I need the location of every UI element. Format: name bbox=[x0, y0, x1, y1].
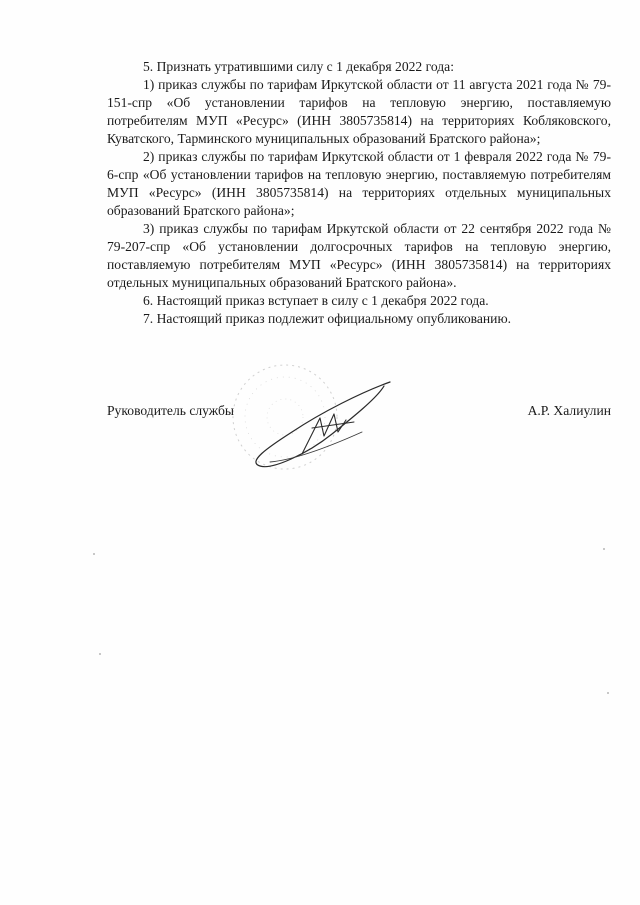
handwritten-signature bbox=[212, 362, 402, 482]
paragraph-subitem-3: 3) приказ службы по тарифам Иркутской области от 22 сентября 2022 года № 79-207-спр «Об установлении долгосрочных тарифов на тепловую энергию, поставляемую потребителям МУП «Ресурс» (ИНН 3805735814) на территориях отдельных муниципальных образований Братского района». bbox=[107, 221, 611, 290]
signatory-name: А.Р. Халиулин bbox=[527, 403, 611, 418]
scan-speck bbox=[93, 553, 95, 555]
paragraph-subitem-2: 2) приказ службы по тарифам Иркутской области от 1 февраля 2022 года № 79-6-спр «Об установлении тарифов на тепловую энергию, поставляемую потребителям МУП «Ресурс» (ИНН 3805735814) на территориях отдельных муниципальных образований Братского района»; bbox=[107, 149, 611, 218]
paragraph-item-6: 6. Настоящий приказ вступает в силу с 1 декабря 2022 года. bbox=[143, 293, 489, 308]
document-body bbox=[107, 58, 611, 328]
paragraph-item-5: 5. Признать утратившими силу с 1 декабря 2022 года: bbox=[143, 59, 454, 74]
paragraph-item-7: 7. Настоящий приказ подлежит официальному опубликованию. bbox=[143, 311, 511, 326]
scan-speck bbox=[99, 653, 101, 655]
scan-speck bbox=[603, 548, 605, 550]
scan-speck bbox=[607, 692, 609, 694]
signatory-position: Руководитель службы bbox=[107, 403, 235, 418]
paragraph-subitem-1: 1) приказ службы по тарифам Иркутской области от 11 августа 2021 года № 79-151-спр «Об установлении тарифов на тепловую энергию, поставляемую потребителям МУП «Ресурс» (ИНН 3805735814) на территориях Кобляковского, Куватского, Тарминского муниципальных образований Братского района»; bbox=[107, 77, 611, 146]
